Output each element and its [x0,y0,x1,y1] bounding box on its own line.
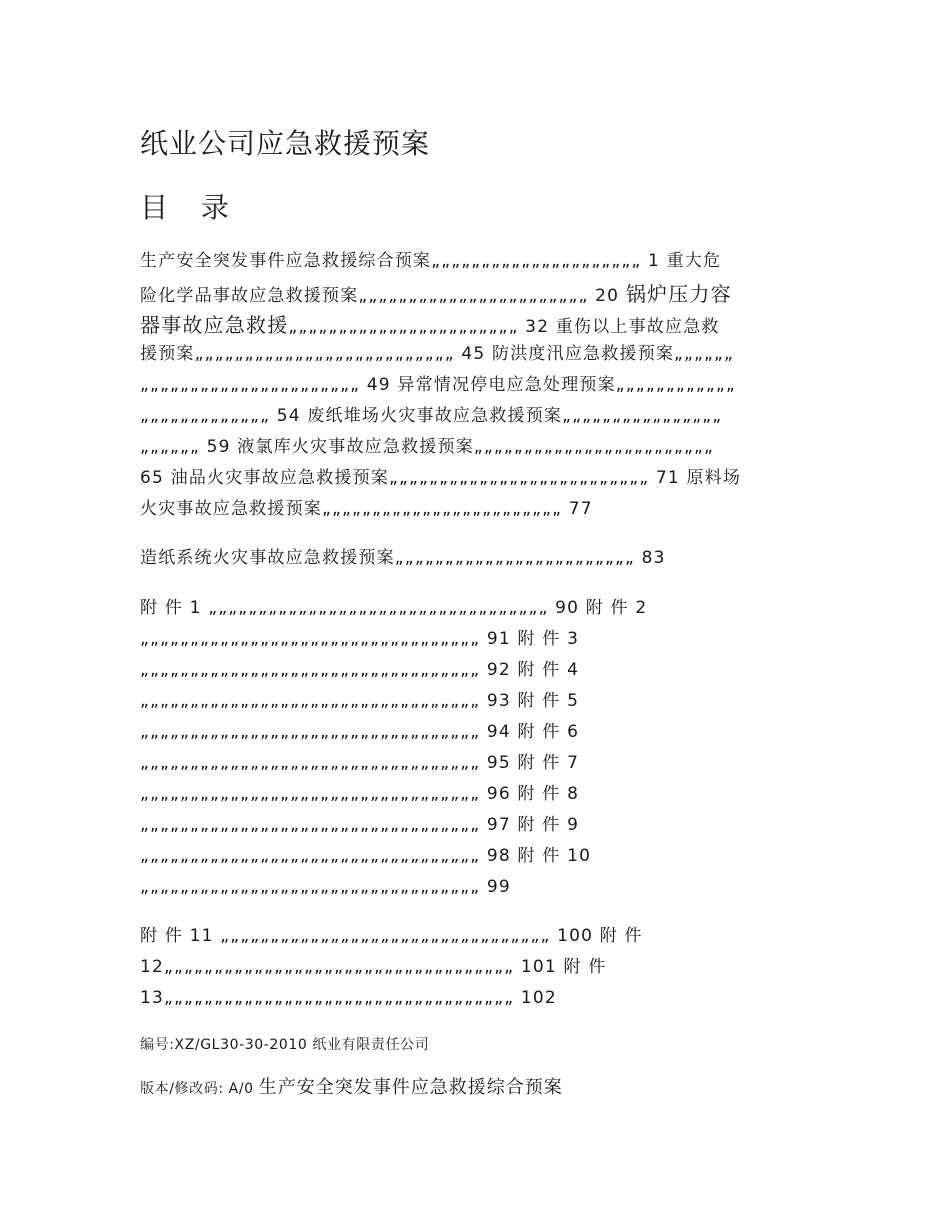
toc-line: 器事故应急救援„„„„„„„„„„„„„„„„„„„„„„„ 32 重伤以上事故应急救 [140,313,720,337]
version-title: 生产安全突发事件应急救援综合预案 [258,1077,563,1098]
toc-line: „„„„„„„„„„„„„„„„„„„„„„„„„„„„„„„„„„ 94 附 件 6 [140,722,580,742]
toc-line: „„„„„„„„„„„„„„„„„„„„„„„„„„„„„„„„„„ 91 附 件 3 [140,629,580,649]
toc-line: „„„„„„ 59 液氯库火灾事故应急救援预案„„„„„„„„„„„„„„„„„„„„„„„„ [140,437,715,457]
toc-line: „„„„„„„„„„„„„„„„„„„„„„„„„„„„„„„„„„ 95 附 件 7 [140,753,580,773]
toc-line: „„„„„„„„„„„„„„„„„„„„„„„„„„„„„„„„„„ 96 附 件 8 [140,784,580,804]
toc-line: „„„„„„„„„„„„„„„„„„„„„„„„„„„„„„„„„„ 93 附 件 5 [140,691,580,711]
toc-line: 火灾事故应急救援预案„„„„„„„„„„„„„„„„„„„„„„„„ 77 [140,499,593,519]
toc-line: „„„„„„„„„„„„„„„„„„„„„„ 49 异常情况停电应急处理预案„„„„„„„„„„„„ [140,375,736,395]
toc-line: 造纸系统火灾事故应急救援预案„„„„„„„„„„„„„„„„„„„„„„„„ 83 [140,548,666,568]
document-code: 编号:XZ/GL30-30-2010 纸业有限责任公司 [140,1037,430,1053]
version-label: 版本/修改码: A/0 [140,1081,259,1097]
toc-line: 附 件 11 „„„„„„„„„„„„„„„„„„„„„„„„„„„„„„„„„ 100 附 件 [140,926,643,946]
version-line [140,1073,563,1099]
toc-line: „„„„„„„„„„„„„„„„„„„„„„„„„„„„„„„„„„ 97 附 件 9 [140,815,580,835]
document-title: 纸业公司应急救援预案 [140,127,431,160]
toc-line: 65 油品火灾事故应急救援预案„„„„„„„„„„„„„„„„„„„„„„„„„„ 71 原料场 [140,468,742,488]
toc-line: 援预案„„„„„„„„„„„„„„„„„„„„„„„„„„ 45 防洪度汛应急救援预案„„„„„„ [140,344,735,364]
toc-line: 附 件 1 „„„„„„„„„„„„„„„„„„„„„„„„„„„„„„„„„„ 90 附 件 2 [140,598,648,618]
toc-line: „„„„„„„„„„„„„ 54 废纸堆场火灾事故应急救援预案„„„„„„„„„„„„„„„„ [140,406,723,426]
toc-line: 12„„„„„„„„„„„„„„„„„„„„„„„„„„„„„„„„„„„ 101 附 件 [140,957,607,977]
toc-line: „„„„„„„„„„„„„„„„„„„„„„„„„„„„„„„„„„ 98 附 件 10 [140,846,592,866]
toc-line: 生产安全突发事件应急救援综合预案„„„„„„„„„„„„„„„„„„„„„ 1 重大危 [140,251,722,271]
toc-line: „„„„„„„„„„„„„„„„„„„„„„„„„„„„„„„„„„ 99 [140,877,511,897]
toc-line: 13„„„„„„„„„„„„„„„„„„„„„„„„„„„„„„„„„„„ 102 [140,988,557,1008]
toc-heading: 目 录 [140,191,241,224]
toc-line: „„„„„„„„„„„„„„„„„„„„„„„„„„„„„„„„„„ 92 附 件 4 [140,660,580,680]
toc-line: 险化学品事故应急救援预案„„„„„„„„„„„„„„„„„„„„„„„ 20 锅炉压力容 [140,282,732,306]
